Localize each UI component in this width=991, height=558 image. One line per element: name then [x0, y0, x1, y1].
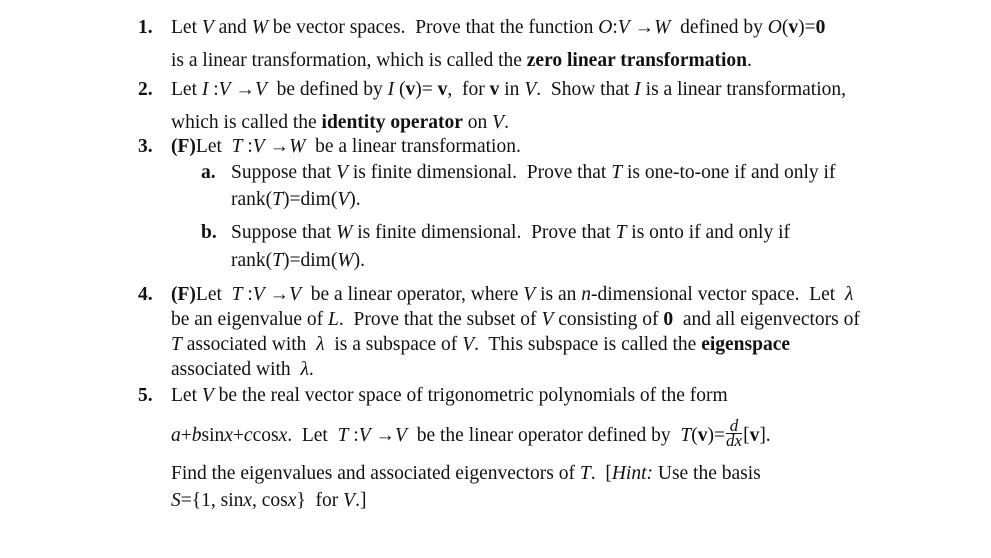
problem-3-line-1: (F)Let T :V →W be a linear transformation.: [171, 136, 521, 157]
problem-5-line-1: Let V be the real vector space of trigonometric polynomials of the form: [171, 385, 728, 406]
problem-1-line-1: Let V and W be vector spaces. Prove that the function O:V →W defined by O(v)=0: [171, 17, 826, 38]
problem-3a-line-2: rank(T)=dim(V).: [231, 189, 361, 210]
problem-1-number: 1.: [138, 17, 153, 38]
problem-2-line-1: Let I :V →V be defined by I (v)= v, for v in V. Show that I is a linear transformation,: [171, 79, 847, 100]
problem-4-line-4: associated with λ.: [171, 359, 314, 380]
problem-5-line-3: Find the eigenvalues and associated eigenvectors of T. [Hint: Use the basis: [171, 463, 761, 484]
problem-2-line-2: which is called the identity operator on V.: [171, 112, 509, 133]
problem-4-line-1: (F)Let T :V →V be a linear operator, where V is an n-dimensional vector space. Let λ: [171, 284, 854, 305]
problem-4-line-3: T associated with λ is a subspace of V. This subspace is called the eigenspace: [171, 334, 791, 355]
problem-3b-line-2: rank(T)=dim(W).: [231, 250, 365, 271]
problem-5-line-2: a+bsinx+ccosx. Let T :V →V be the linear operator defined by T(v)= $\frac{d}{dx}$ [v].: [171, 416, 771, 450]
problem-3a-label: a.: [201, 162, 216, 183]
problem-3a-line-1: Suppose that V is finite dimensional. Prove that T is one-to-one if and only if: [231, 162, 836, 183]
derivative-fraction: $\frac{d}{dx}$: [726, 416, 743, 450]
problem-5-number: 5.: [138, 385, 153, 406]
problem-3b-line-1: Suppose that W is finite dimensional. Prove that T is onto if and only if: [231, 222, 790, 243]
problem-4-line-2: be an eigenvalue of L. Prove that the subset of V consisting of 0 and all eigenvectors of: [171, 309, 860, 330]
problem-3-number: 3.: [138, 136, 153, 157]
problem-4-number: 4.: [138, 284, 153, 305]
problem-5-line-4: S={1, sinx, cosx} for V.]: [171, 490, 367, 511]
problem-3b-label: b.: [201, 222, 217, 243]
problem-1-line-2: is a linear transformation, which is called the zero linear transformation.: [171, 50, 752, 71]
problem-2-number: 2.: [138, 79, 153, 100]
